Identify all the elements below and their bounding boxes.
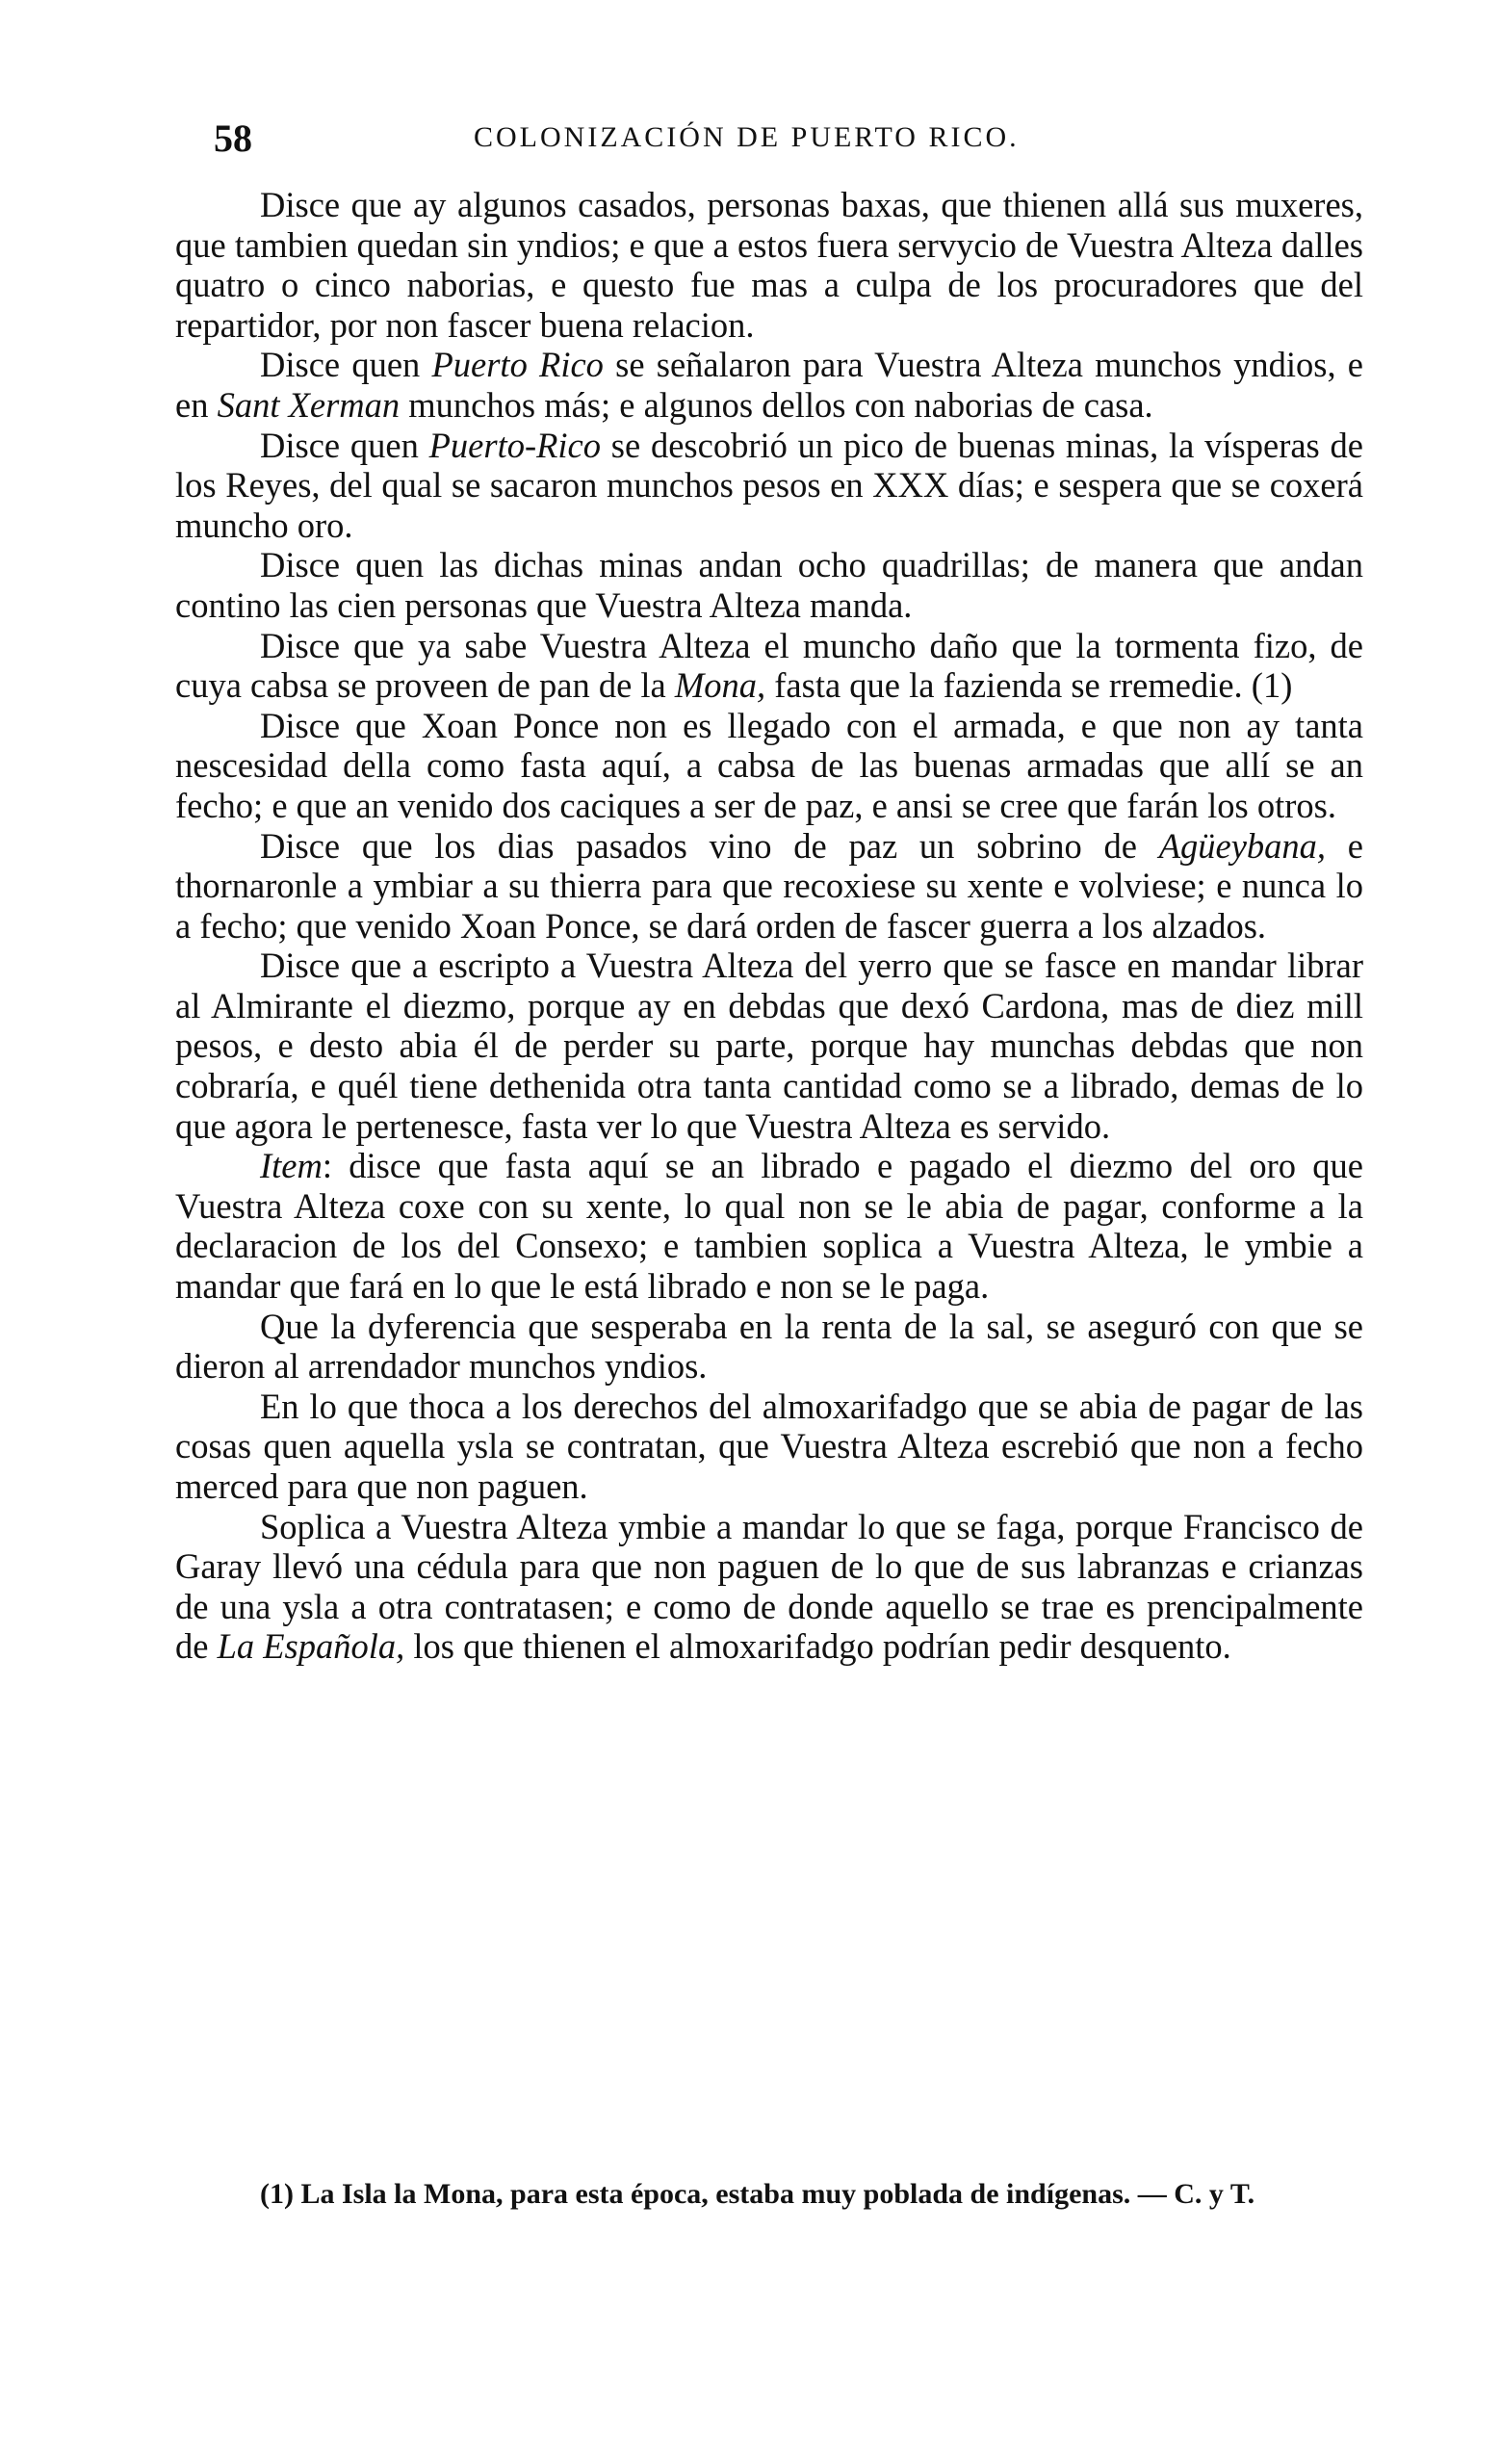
text-segment: se señalaron para Vuestra Alteza munchos yndios, e en [175,345,1363,425]
text-segment: Disce quen [260,345,432,385]
running-title: COLONIZACIÓN DE PUERTO RICO. [474,121,1020,153]
footnotes [175,2176,1363,2213]
paragraph [175,826,1363,947]
text-segment: Disce quen [260,425,429,465]
text-segment: los que thienen el almoxarifadgo podrían pedir desquento. [404,1626,1231,1667]
italic-text: Agüeybana, [1158,825,1327,866]
italic-text: La Española, [217,1626,405,1667]
italic-text: Mona, [674,665,766,706]
page-header [214,116,1350,173]
text-segment: Disce que los dias pasados vino de paz un sobrino de [260,825,1159,866]
paragraph [175,345,1363,425]
italic-text: Puerto Rico [431,345,604,385]
paragraph [175,1307,1363,1387]
paragraph [175,1387,1363,1507]
text-segment: se descobrió un pico de buenas minas, la vísperas de los Reyes, del qual se sacaron munchos pesos en XXX días; e sespera que se coxerá muncho oro. [175,425,1363,545]
text-segment: Disce que ay algunos casados, personas baxas, que thienen allá sus muxeres, que tambien quedan sin yndios; e que a estos fuera servycio de Vuestra Alteza dalles quatro o cinco naborias, e questo fue mas a culpa de los procuradores que del repartidor, por non fascer buena relacion. [175,185,1363,345]
text-segment: Disce quen las dichas minas andan ocho quadrillas; de manera que andan contino las cien personas que Vuestra Alteza manda. [175,545,1363,625]
page-number: 58 [214,117,252,160]
text-segment: fasta que la fazienda se rremedie. (1) [765,665,1293,706]
italic-text: Item [260,1146,323,1186]
paragraph [175,426,1363,546]
paragraph [175,545,1363,625]
italic-text: Puerto-Rico [428,425,602,465]
paragraph [175,185,1363,345]
text-segment: munchos más; e algunos dellos con naborias de casa. [400,384,1153,425]
text-segment: : disce que fasta aquí se an librado e pagado el diezmo del oro que Vuestra Alteza coxe con su xente, lo qual non se le abia de pagar, conforme a la declaracion de los del Consexo; e tambien soplica a Vuestra Alteza, le ymbie a mandar que fará en lo que le está librado e non se le paga. [175,1146,1363,1307]
paragraph [175,1146,1363,1306]
text-segment: En lo que thoca a los derechos del almoxarifadgo que se abia de pagar de las cosas quen aquella ysla se contratan, que Vuestra Alteza escrebió que non a fecho merced para que non paguen. [175,1386,1363,1506]
body-text [175,185,1363,1667]
text-segment: Disce que ya sabe Vuestra Alteza el muncho daño que la tormenta fizo, de cuya cabsa se proveen de pan de la [175,625,1363,706]
text-segment: Disce que a escripto a Vuestra Alteza del yerro que se fasce en mandar librar al Almirante el diezmo, porque ay en debdas que dexó Cardona, mas de diez mill pesos, e desto abia él de perder su parte, porque hay munchas debdas que non cobraría, e quél tiene dethenida otra tanta cantidad como se a librado, demas de lo que agora le pertenesce, fasta ver lo que Vuestra Alteza es servido. [175,946,1363,1146]
paragraph [175,1507,1363,1667]
paragraph [175,626,1363,706]
paragraph [175,706,1363,826]
text-segment: Que la dyferencia que sesperaba en la renta de la sal, se aseguró con que se dieron al arrendador munchos yndios. [175,1306,1363,1387]
italic-text: Sant Xerman [217,384,401,425]
text-segment: e thornaronle a ymbiar a su thierra para que recoxiese su xente e volviese; e nunca lo a fecho; que venido Xoan Ponce, se dará orden de fascer guerra a los alzados. [175,825,1364,946]
footnote: (1) La Isla la Mona, para esta época, estaba muy poblada de indígenas. — C. y T. [260,2178,1255,2210]
text-segment: Disce que Xoan Ponce non es llegado con el armada, e que non ay tanta nescesidad della como fasta aquí, a cabsa de las buenas armadas que allí se an fecho; e que an venido dos caciques a ser de paz, e ansi se cree que farán los otros. [175,705,1363,825]
paragraph [175,946,1363,1146]
text-segment: Soplica a Vuestra Alteza ymbie a mandar lo que se faga, porque Francisco de Garay llevó una cédula para que non paguen de lo que de sus labranzas e crianzas de una ysla a otra contratasen; e como de donde aquello se trae es prencipalmente de [175,1506,1363,1667]
